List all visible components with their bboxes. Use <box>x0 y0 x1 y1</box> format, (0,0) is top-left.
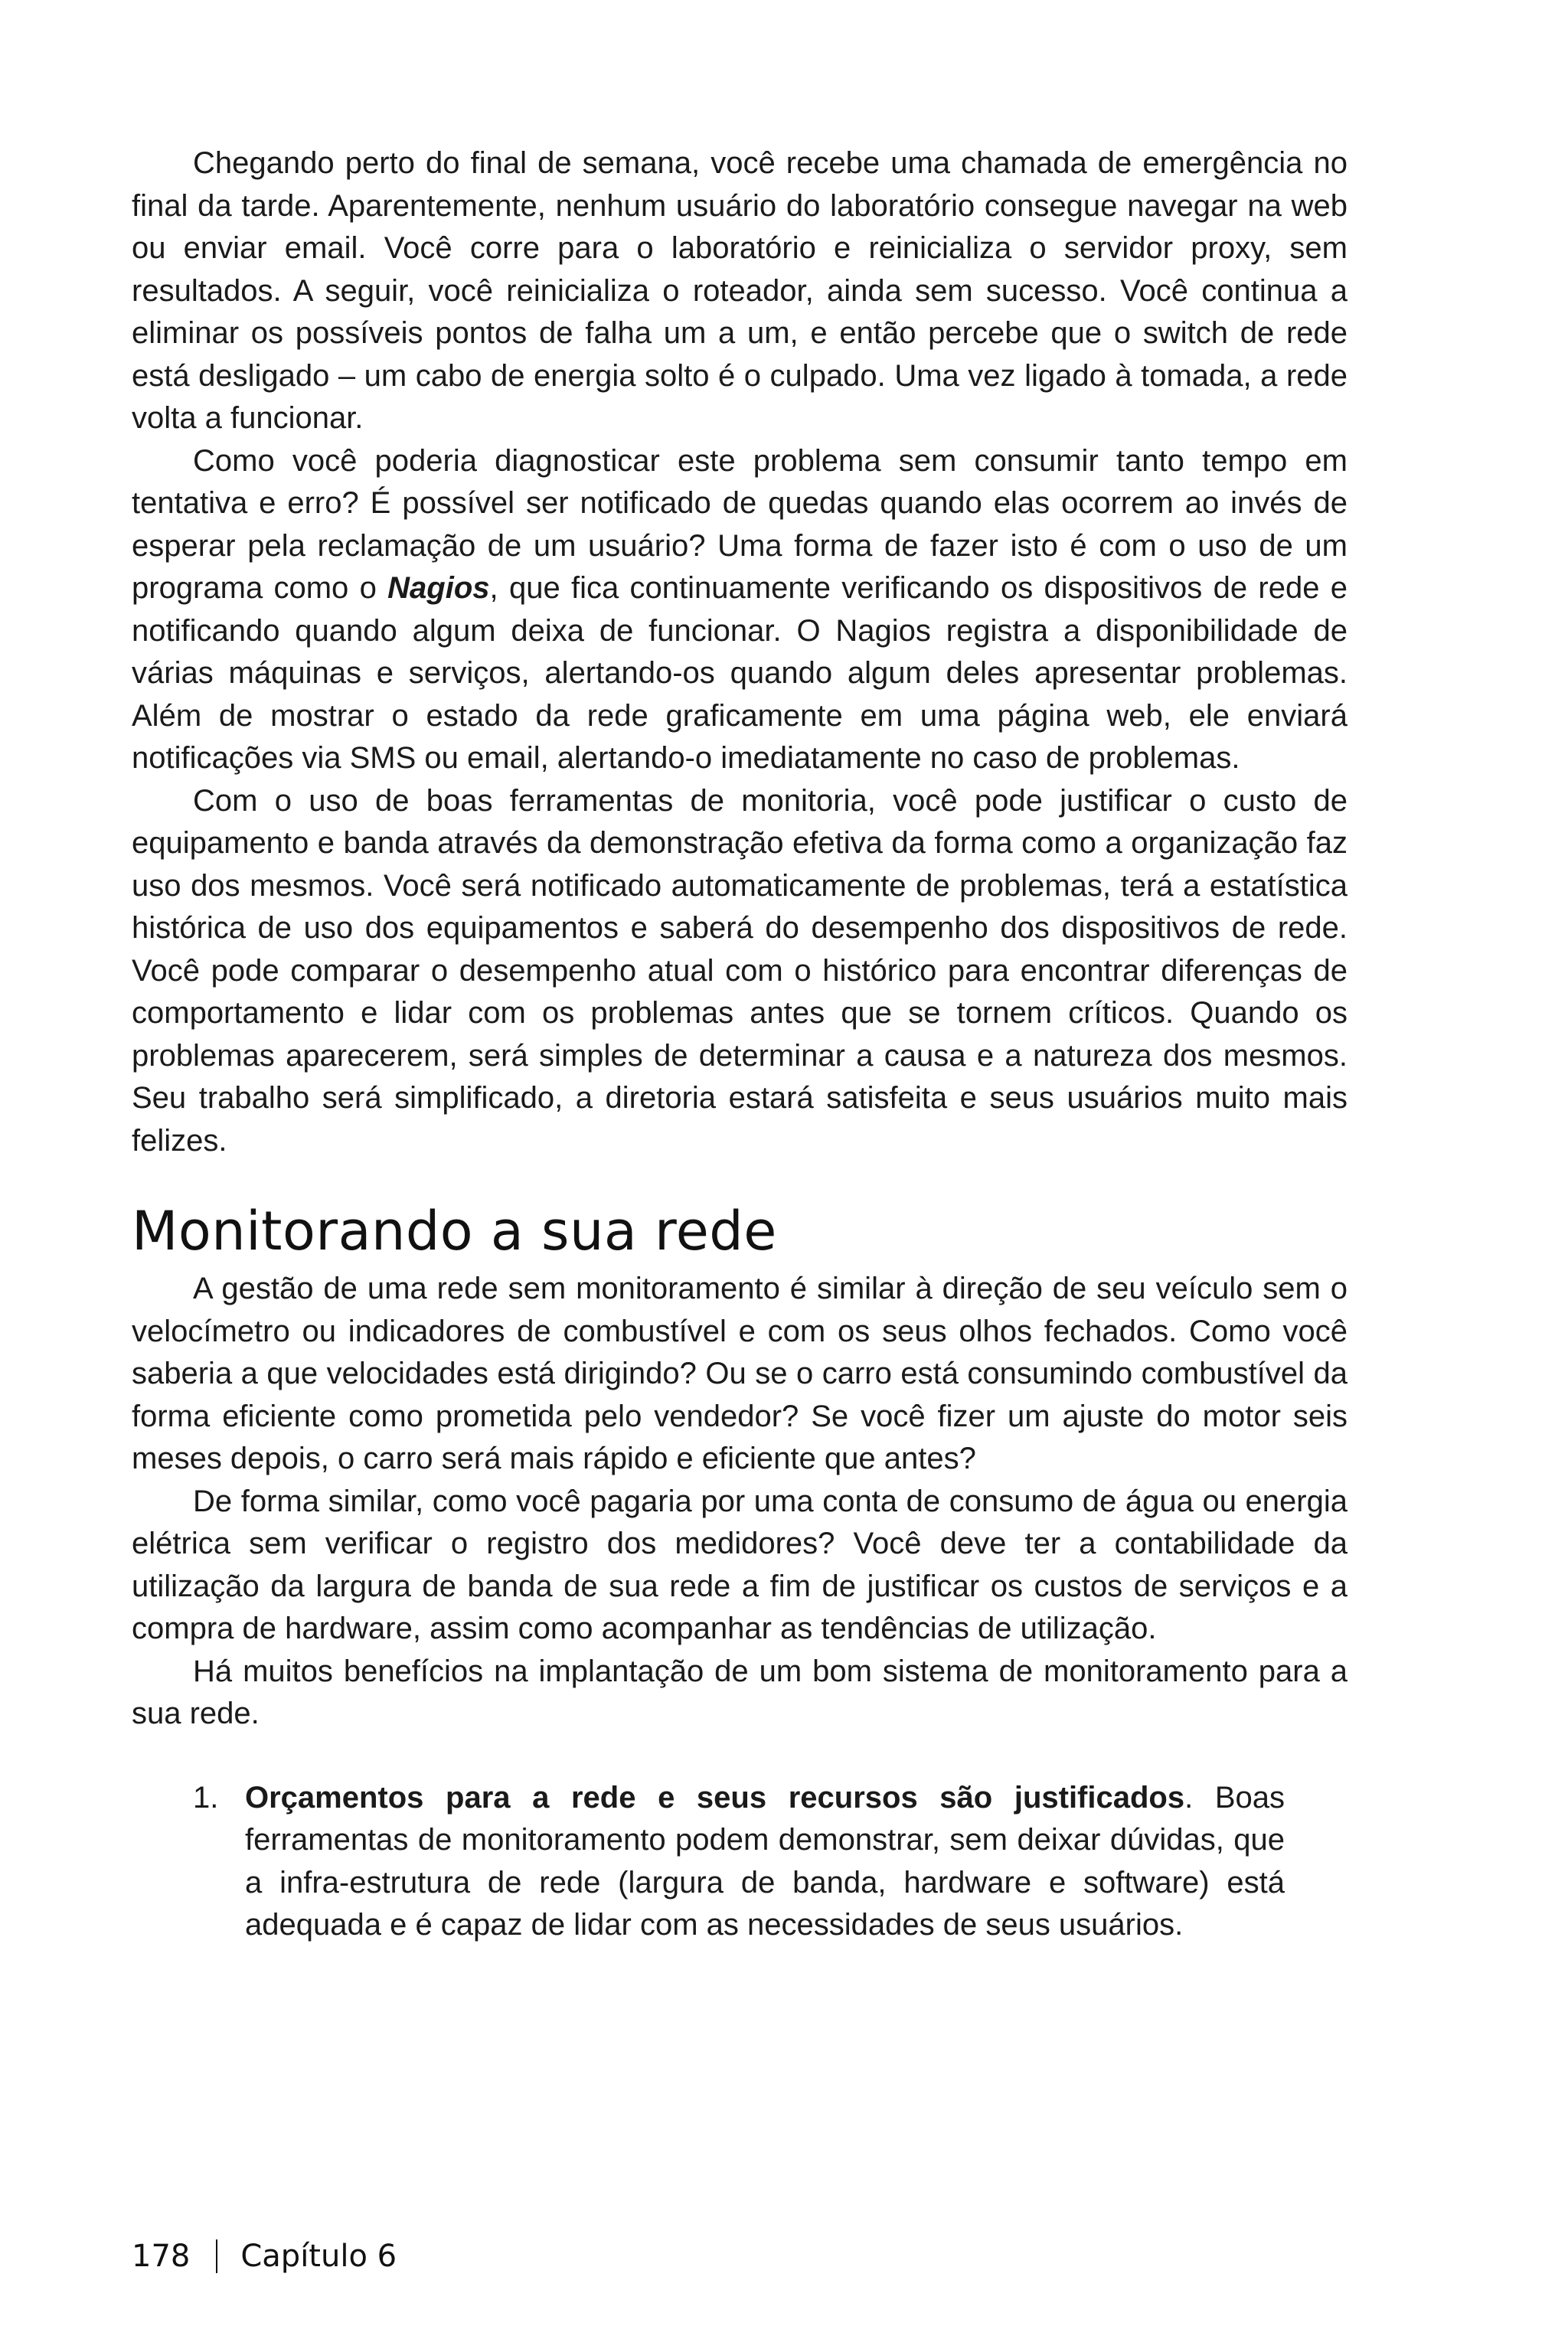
page-body <box>132 142 1348 1947</box>
body-paragraph-2 <box>132 440 1348 780</box>
page-footer <box>132 2237 397 2275</box>
list-item-bold-title: Orçamentos para a rede e seus recursos são justificados <box>245 1780 1185 1815</box>
paragraph-2-text-before: Como você poderia diagnosticar este problema sem consumir tanto tempo em tentativa e erro? É possível ser notificado de quedas quando elas ocorrem ao invés de esperar pela reclamação de um usuário? Uma forma de fazer isto é com o uso de um programa como o <box>132 443 1348 605</box>
section-paragraph-2: De forma similar, como você pagaria por uma conta de consumo de água ou energia elétrica sem verificar o registro dos medidores? Você deve ter a contabilidade da utilização da largura de banda de sua rede a fim de justificar os custos de serviços e a compra de hardware, assim como acompanhar as tendências de utilização. <box>132 1484 1348 1645</box>
nagios-emphasis: Nagios <box>387 571 490 605</box>
section-paragraph-1: A gestão de uma rede sem monitoramento é similar à direção de seu veículo sem o velocímetro ou indicadores de combustível e com os seus olhos fechados. Como você saberia a que velocidades está dirigindo? Ou se o carro está consumindo combustível da forma eficiente como prometida pelo vendedor? Se você fizer um ajuste do motor seis meses depois, o carro será mais rápido e eficiente que antes? <box>132 1272 1348 1475</box>
page-number: 178 <box>132 2239 191 2274</box>
list-item <box>132 1777 1348 1947</box>
section-paragraph-3: Há muitos benefícios na implantação de um bom sistema de monitoramento para a sua rede. <box>132 1654 1348 1730</box>
body-paragraph-1: Chegando perto do final de semana, você recebe uma chamada de emergência no final da tarde. Aparentemente, nenhum usuário do laboratório consegue navegar na web ou enviar email. Você corre para o laboratório e reinicializa o servidor proxy, sem resultados. A seguir, você reinicializa o roteador, ainda sem sucesso. Você continua a eliminar os possíveis pontos de falha um a um, e então percebe que o switch de rede está desligado – um cabo de energia solto é o culpado. Uma vez ligado à tomada, a rede volta a funcionar. <box>132 146 1348 435</box>
body-paragraph-3: Com o uso de boas ferramentas de monitoria, você pode justificar o custo de equipamento e banda através da demonstração efetiva da forma como a organização faz uso dos mesmos. Você será notificado automaticamente de problemas, terá a estatística histórica de uso dos equipamentos e saberá do desempenho dos dispositivos de rede. Você pode comparar o desempenho atual com o histórico para encontrar diferenças de comportamento e lidar com os problemas antes que se tornem críticos. Quando os problemas aparecerem, será simples de determinar a causa e a natureza dos mesmos. Seu trabalho será simplificado, a diretoria estará satisfeita e seus usuários muito mais felizes. <box>132 783 1348 1158</box>
benefits-list <box>132 1777 1348 1947</box>
section-heading: Monitorando a sua rede <box>132 1200 777 1263</box>
chapter-label: Capítulo 6 <box>240 2239 397 2274</box>
list-item-number: 1. <box>193 1780 219 1815</box>
list-item-text: . Boas ferramentas de monitoramento podem demonstrar, sem deixar dúvidas, que a infra-estrutura de rede (largura de banda, hardware e software) está adequada e é capaz de lidar com as necessidades de seus usuários. <box>245 1780 1285 1942</box>
paragraph-2-text-after: , que fica continuamente verificando os dispositivos de rede e notificando quando algum deixa de funcionar. O Nagios registra a disponibilidade de várias máquinas e serviços, alertando-os quando algum deles apresentar problemas. Além de mostrar o estado da rede graficamente em uma página web, ele enviará notificações via SMS ou email, alertando-o imediatamente no caso de problemas. <box>132 571 1348 775</box>
footer-separator <box>216 2239 217 2273</box>
